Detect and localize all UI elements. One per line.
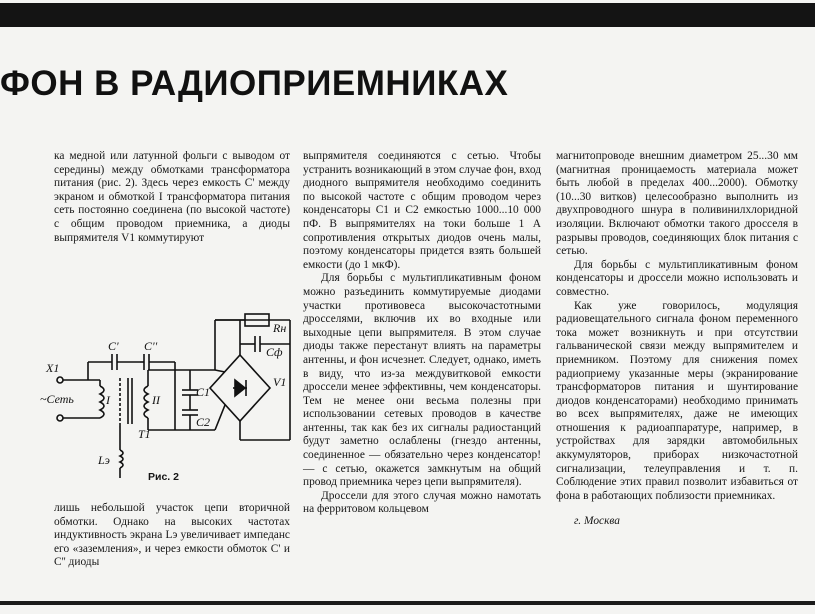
label-w1: I <box>106 393 110 407</box>
label-c2: C2 <box>196 415 211 429</box>
label-cf: Cф <box>266 345 283 359</box>
paragraph: лишь небольшой участок цепи вторичной обмотки. Однако на высоких частотах индуктивность экрана Lэ увеличивает импеданс его «заземления», и через емкости обмоток C' и C'' диоды <box>54 502 290 569</box>
circuit-diagram <box>40 300 310 490</box>
top-bar <box>0 3 815 27</box>
label-t1: T1 <box>138 427 151 441</box>
article-title: ФОН В РАДИОПРИЕМНИКАХ <box>0 64 509 103</box>
signature-city: г. Москва <box>574 515 620 528</box>
column-2 <box>303 150 541 517</box>
label-c-prime: C' <box>108 339 119 353</box>
paragraph: Дроссели для этого случая можно намотать на ферритовом кольцевом <box>303 489 541 516</box>
label-w2: II <box>152 393 160 407</box>
column-1-bottom <box>54 502 290 570</box>
label-c-dprime: C'' <box>144 339 158 353</box>
label-set: ~Сеть <box>40 392 74 406</box>
label-le: Lэ <box>98 453 110 467</box>
paragraph: Для борьбы с мультипликативным фоном конденсаторы и дроссели можно использовать и совместно. <box>556 258 798 298</box>
paragraph: ка медной или латунной фольги с выводом от середины) между обмотками трансформатора питания (рис. 2). Здесь через емкость C' между экраном и обмоткой I трансформатора питания сеть постоянно соединена (по высокой частоте) с общим проводом приемника, а диоды выпрямителя V1 коммутируют <box>54 150 290 244</box>
figure-caption: Рис. 2 <box>148 471 179 483</box>
paragraph: Для борьбы с мультипликативным фоном можно разъединить коммутируемые диодами участки противовеса высокочастотными дросселями, включив их во входные или выходные цепи выпрямителя. В этом случае диоды также перестанут влиять на параметры антенны, и фон исчезнет. Следует, однако, иметь в виду, что из-за междувитковой емкости дроссели менее эффективны, чем конденсаторы. Тем не менее они весьма полезны при использовании сетевых проводов в качестве антенны, так как без их сигналы радиостанций будут заметно ослаблены (гнездо антенны, соединенное — обязательно через конденсатор! — с сетью, окажется замкнутым на общий провод приемника через цепи выпрямителя). <box>303 272 541 489</box>
bottom-bar <box>0 601 815 605</box>
label-rn: Rн <box>273 321 287 335</box>
column-3 <box>556 150 798 529</box>
paragraph: Как уже говорилось, модуляция радиовещательного сигнала фоном переменного тока может возникнуть и при отсутствии гальванической связи между выпрямителем и приемником. Поэтому для снижения помех радиоприему указанные меры (экранирование трансформаторов питания и шунтирование диодов конденсаторами) необходимо принимать во всех выпрямителях, даже не имеющих отношения к радиоаппаратуре, например, в устройствах для зарядки автомобильных аккумуляторов, приборах низкочастотной сигнализации, телеуправления и т. п. Соблюдение этих правил позволит избавиться от фона в работающих поблизости приемниках. <box>556 299 798 502</box>
paragraph: выпрямителя соединяются с сетью. Чтобы устранить возникающий в этом случае фон, вход диодного выпрямителя необходимо соединить по высокой частоте с общим проводом через конденсаторы C1 и C2 емкостью 1000...10 000 пФ. В выпрямителях на токи больше 1 А сопротивления открытых диодов очень малы, поэтому конденсаторы придется взять большей емкости (до 1 мкФ). <box>303 150 541 271</box>
label-c1: C1 <box>196 385 211 399</box>
paragraph: магнитопроводе внешним диаметром 25...30 мм (магнитная проницаемость материала может быть любой в пределах 400...2000). Обмотку (10...30 витков) целесообразно выполнить из двухпроводного шнура в поливинилхлоридной изоляции. Включают обмотки такого дросселя в разрывы проводов, соединяющих блок питания с сетью. <box>556 150 798 258</box>
column-1-top <box>54 150 290 245</box>
label-v1: V1 <box>273 375 287 389</box>
label-x1: X1 <box>46 361 60 375</box>
